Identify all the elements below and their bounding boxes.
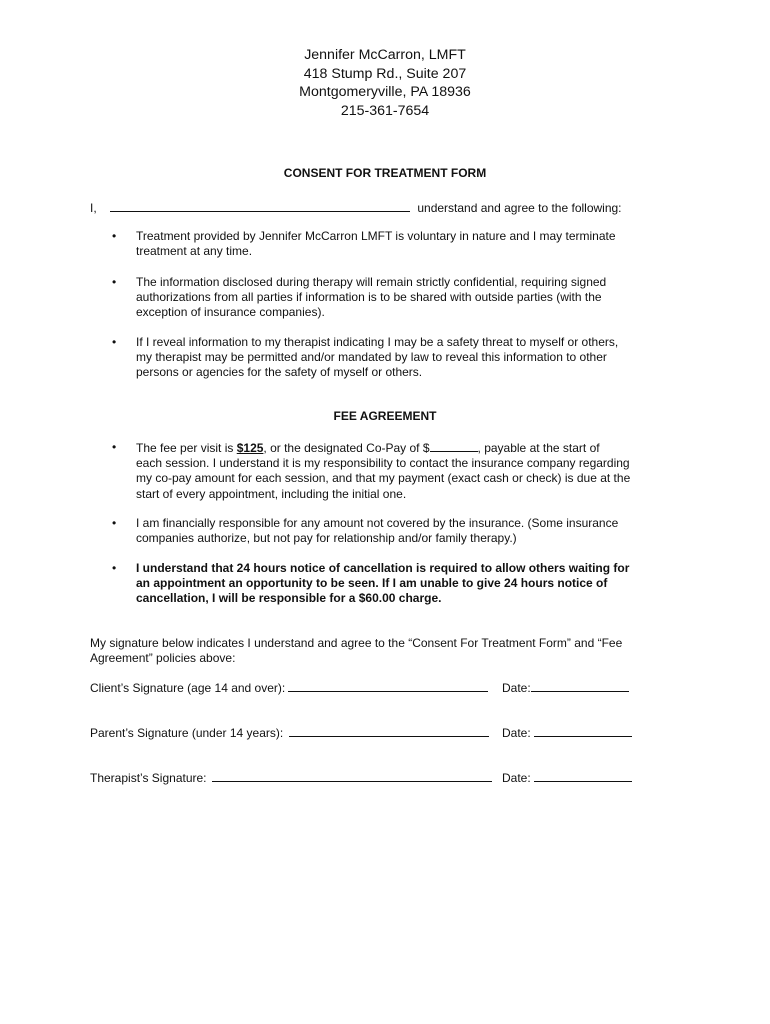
fee-amount: $125 xyxy=(236,441,264,455)
bullet: • xyxy=(112,275,117,289)
date-group xyxy=(502,725,632,740)
bullet: • xyxy=(112,516,117,530)
text-line: I understand that 24 hours notice of cancellation is required to allow others waiting for xyxy=(136,561,630,575)
date-label: Date: xyxy=(502,771,535,785)
intro-prefix: I, xyxy=(90,201,97,215)
client-name-field[interactable] xyxy=(110,200,410,212)
date-group xyxy=(502,680,629,695)
text-line: My signature below indicates I understand and agree to the “Consent For Treatment Form” and “Fee xyxy=(90,636,623,650)
fee-line-1 xyxy=(136,440,666,456)
address-line-2: Montgomeryville, PA 18936 xyxy=(299,84,471,100)
consent-item-2 xyxy=(136,275,666,321)
copay-field[interactable] xyxy=(430,440,478,452)
therapist-signature-field[interactable] xyxy=(212,770,492,782)
consent-item-1 xyxy=(136,229,666,259)
address-line-1: 418 Stump Rd., Suite 207 xyxy=(303,65,467,82)
therapist-date-field[interactable] xyxy=(534,770,632,782)
text-line: treatment at any time. xyxy=(136,244,253,259)
text-line: exception of insurance companies). xyxy=(136,305,325,320)
parent-signature-row xyxy=(90,725,535,740)
text-line: my therapist may be permitted and/or mandated by law to reveal this information to other xyxy=(136,350,607,365)
date-label: Date: xyxy=(502,726,535,740)
parent-signature-field[interactable] xyxy=(289,725,489,737)
text-line: each session. I understand it is my responsibility to contact the insurance company regarding xyxy=(136,456,630,471)
date-label: Date: xyxy=(502,681,531,695)
client-signature-field[interactable] xyxy=(288,680,488,692)
bullet: • xyxy=(112,229,117,243)
therapist-name: Jennifer McCarron, LMFT xyxy=(304,47,466,63)
phone-number: 215-361-7654 xyxy=(340,102,430,119)
text-fragment: , payable at the start of xyxy=(477,441,600,455)
date-group xyxy=(502,770,632,785)
text-line: The information disclosed during therapy will remain strictly confidential, requiring signed xyxy=(136,275,607,289)
text-line: Treatment provided by Jennifer McCarron LMFT is voluntary in nature and I may terminate xyxy=(136,229,616,243)
therapist-signature-row xyxy=(90,770,535,785)
text-line: start of every appointment, including the initial one. xyxy=(136,486,407,501)
letterhead xyxy=(0,46,770,120)
text-line: persons or agencies for the safety of myself or others. xyxy=(136,365,423,380)
consent-title: CONSENT FOR TREATMENT FORM xyxy=(283,166,487,180)
client-signature-row xyxy=(90,680,531,695)
bullet: • xyxy=(112,440,117,454)
intro-line xyxy=(90,200,622,215)
parent-date-field[interactable] xyxy=(534,725,632,737)
client-signature-label: Client’s Signature (age 14 and over): xyxy=(90,681,286,695)
parent-signature-label: Parent’s Signature (under 14 years): xyxy=(90,726,287,740)
therapist-signature-label: Therapist’s Signature: xyxy=(90,771,210,785)
text-line: I am financially responsible for any amount not covered by the insurance. (Some insurance xyxy=(136,516,619,530)
consent-item-3 xyxy=(136,335,666,381)
text-line: If I reveal information to my therapist indicating I may be a safety threat to myself or others, xyxy=(136,335,619,349)
text-line: Agreement” policies above: xyxy=(90,651,236,666)
text-line: an appointment an opportunity to be seen. If I am unable to give 24 hours notice of xyxy=(136,576,608,591)
text-line: companies authorize, but not pay for relationship and/or family therapy.) xyxy=(136,531,517,546)
text-line: my co-pay amount for each session, and that my payment (exact cash or check) is due at the xyxy=(136,471,631,486)
fee-item-1 xyxy=(136,440,666,502)
bullet: • xyxy=(112,335,117,349)
text-fragment: , or the designated Co-Pay of $ xyxy=(263,441,430,455)
client-date-field[interactable] xyxy=(531,680,629,692)
text-line: cancellation, I will be responsible for a $60.00 charge. xyxy=(136,591,442,606)
fee-item-3 xyxy=(136,561,666,607)
signature-statement xyxy=(90,636,670,666)
intro-suffix: understand and agree to the following: xyxy=(417,201,622,215)
text-line: authorizations from all parties if information is to be shared with outside parties (with the xyxy=(136,290,602,305)
fee-title: FEE AGREEMENT xyxy=(333,409,437,423)
bullet: • xyxy=(112,561,117,575)
fee-item-2 xyxy=(136,516,666,546)
text-fragment: The fee per visit is xyxy=(136,441,237,455)
